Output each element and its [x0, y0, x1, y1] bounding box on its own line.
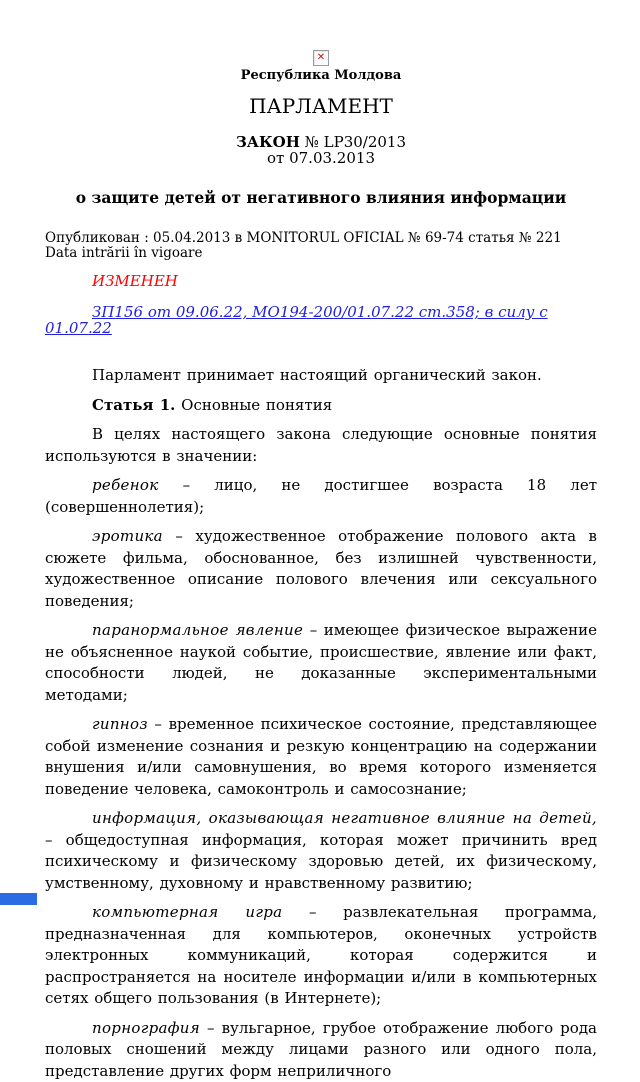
amendment-link-row: [45, 304, 597, 336]
published-line: Опубликован : 05.04.2013 в MONITORUL OFICIAL № 69-74 статья № 221 Data intrării în vigoare: [45, 231, 597, 261]
definition-paranormal: [45, 620, 597, 706]
definition-negative-information: [45, 808, 597, 894]
law-number-line: [45, 134, 597, 150]
definition-hypnosis: [45, 714, 597, 800]
term-child: ребенок: [92, 476, 158, 494]
definition-computer-game-text: – развлекательная программа, предназначенная для компьютеров, оконечных устройств электронных коммуникаций, которая содержится и распространяется на носителе информации и/или в компьютерных сетях общего пользования (в Интернете);: [45, 903, 597, 1007]
article-title: Основные понятия: [175, 396, 332, 414]
definitions-intro-text: В целях настоящего закона следующие основные понятия используются в значении:: [45, 425, 597, 465]
term-hypnosis: гипноз: [92, 715, 148, 733]
definition-negative-information-text: – общедоступная информация, которая может причинить вред психическому и физическому здоровью детей, их физическому, умственному, духовному и нравственному развитию;: [45, 831, 597, 892]
definition-paranormal-text: – имеющее физическое выражение не объясненное наукой событие, происшествие, явление или факт, способности людей, не доказанные экспериментальными методами;: [45, 621, 597, 704]
republic-heading: Республика Молдова: [45, 69, 597, 83]
term-computer-game: компьютерная игра: [92, 903, 282, 921]
term-negative-information: информация, оказывающая негативное влияние на детей,: [92, 809, 597, 827]
law-label: ЗАКОН: [236, 133, 300, 151]
enacting-clause: [45, 365, 597, 387]
definition-erotica-text: – художественное отображение полового акта в сюжете фильма, обоснованное, без излишней чувственности, художественное описание полового влечения или сексуального поведения;: [45, 527, 597, 610]
law-date: от 07.03.2013: [45, 150, 597, 166]
definition-child-text: – лицо, не достигшее возраста 18 лет (совершеннолетия);: [45, 476, 597, 516]
article-1-heading: [45, 395, 597, 417]
definition-pornography: [45, 1018, 597, 1082]
definition-hypnosis-text: – временное психическое состояние, представляющее собой изменение сознания и резкую концентрацию на содержании внушения и/или самовнушения, во время которого изменяется поведение человека, самоконтроль и самосознание;: [45, 715, 597, 798]
definition-erotica: [45, 526, 597, 612]
article-number: Статья 1.: [92, 396, 175, 414]
enacting-clause-text: Парламент принимает настоящий органический закон.: [92, 366, 542, 384]
law-number-block: [45, 134, 597, 166]
definition-child: [45, 475, 597, 518]
definitions-intro: [45, 424, 597, 467]
header-icon-row: [45, 45, 597, 63]
document-title: о защите детей от негативного влияния информации: [45, 189, 597, 207]
definition-computer-game: [45, 902, 597, 1010]
bottom-left-badge[interactable]: [0, 893, 37, 905]
law-number: № LP30/2013: [300, 133, 406, 151]
term-pornography: порнография: [92, 1019, 200, 1037]
amended-label: ИЗМЕНЕН: [45, 274, 597, 289]
amendment-link[interactable]: ЗП156 от 09.06.22, МО194-200/01.07.22 ст.358; в силу с 01.07.22: [45, 303, 548, 337]
broken-image-icon: ✕: [313, 50, 329, 66]
definition-pornography-text: – вульгарное, грубое отображение любого рода половых сношений между лицами разного или одного пола, представление других форм неприличного: [45, 1019, 597, 1080]
term-erotica: эротика: [92, 527, 163, 545]
term-paranormal: паранормальное явление: [92, 621, 303, 639]
parliament-heading: ПАРЛАМЕНТ: [45, 95, 597, 117]
